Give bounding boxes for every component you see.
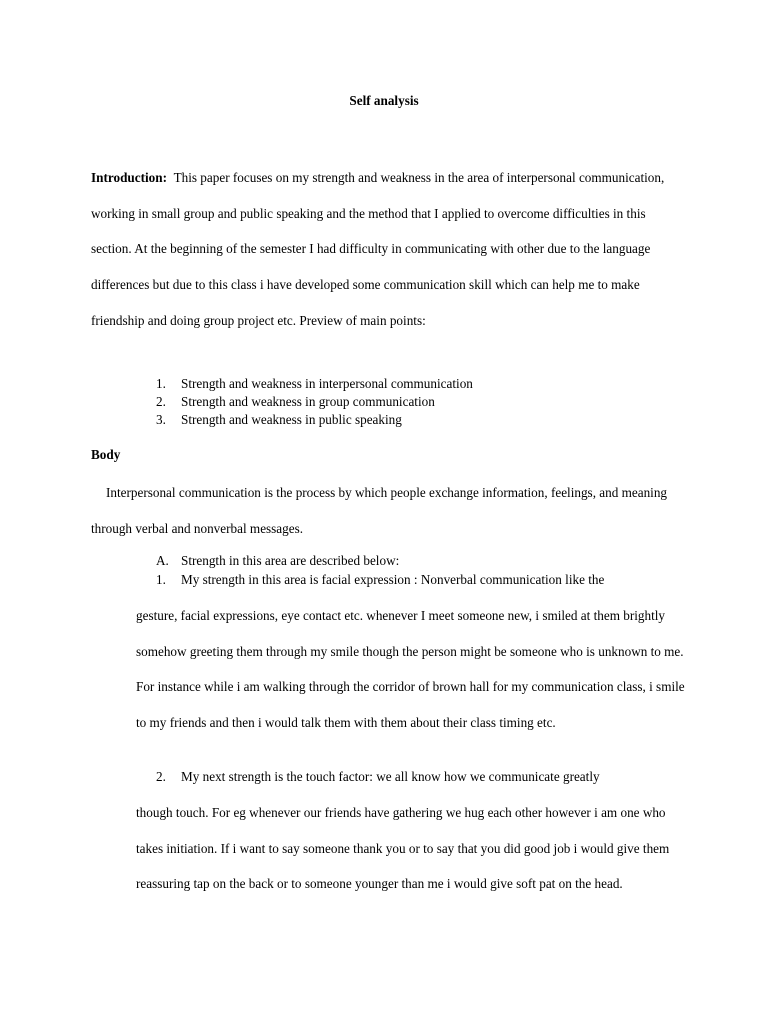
body-heading: Body — [91, 447, 121, 462]
list-item — [156, 393, 696, 411]
strength-item-2 — [136, 768, 688, 902]
list-item-text: Strength and weakness in group communication — [181, 394, 435, 409]
list-marker: 1. — [156, 572, 166, 587]
sub-heading-text: Strength in this area are described below: — [181, 553, 400, 568]
list-marker: 2. — [156, 394, 166, 409]
list-marker: A. — [156, 553, 169, 568]
list-item-text: Strength and weakness in public speaking — [181, 412, 402, 427]
list-marker: 1. — [156, 376, 166, 391]
list-item — [156, 411, 696, 429]
item-continuation-text: gesture, facial expressions, eye contact etc. whenever I meet someone new, i smiled at them brightly somehow greeting them through my smile though the person might be someone who is unknown to me. For instance while i am walking through the corridor of brown hall for my communication class, i smile to my friends and then i would talk them with them about their class timing etc. — [136, 608, 685, 731]
item-first-line-text: My next strength is the touch factor: we all know how we communicate greatly — [181, 769, 600, 784]
introduction-label: Introduction: — [91, 170, 167, 185]
body-paragraph: Interpersonal communication is the process by which people exchange information, feelings, and meaning through verbal and nonverbal messages. — [91, 485, 668, 536]
item-first-line-text: My strength in this area is facial expression : Nonverbal communication like the — [181, 572, 605, 587]
sub-heading-a — [156, 553, 399, 569]
list-marker: 2. — [156, 769, 166, 784]
item-first-line — [156, 768, 688, 786]
introduction-text: This paper focuses on my strength and weakness in the area of interpersonal communication, working in small group and public speaking and the method that I applied to overcome difficulties in this section. At the beginning of the semester I had difficulty in communicating with other due to the language differences but due to this class i have developed some communication skill which can help me to make friendship and doing group project etc. Preview of main points: — [91, 170, 665, 328]
preview-points-list — [156, 375, 696, 429]
list-item — [156, 375, 696, 393]
item-continuation-text: though touch. For eg whenever our friends have gathering we hug each other however i am one who takes initiation. If i want to say someone thank you or to say that you did good job i would give them reassuring tap on the back or to someone younger than me i would give soft pat on the head. — [136, 805, 670, 892]
list-marker: 3. — [156, 412, 166, 427]
list-item-text: Strength and weakness in interpersonal communication — [181, 376, 473, 391]
item-first-line — [156, 571, 688, 589]
document-title: Self analysis — [349, 93, 419, 108]
introduction-paragraph — [91, 160, 681, 339]
strength-item-1 — [136, 571, 688, 741]
